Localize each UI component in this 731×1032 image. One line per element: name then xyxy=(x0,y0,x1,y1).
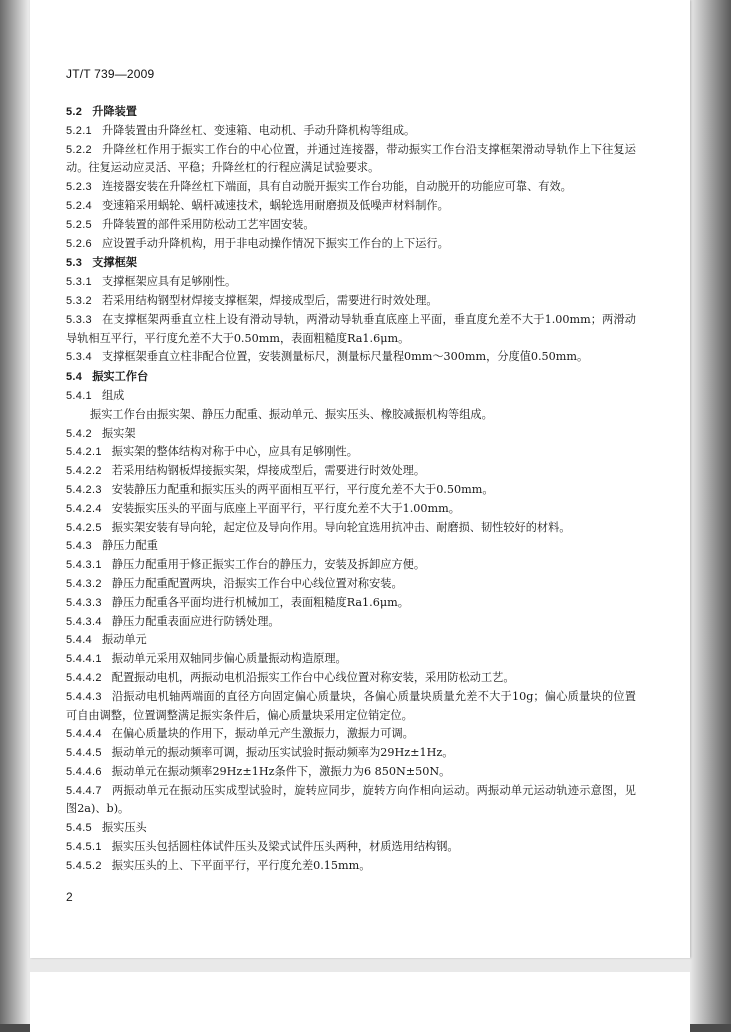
clause-number: 5.2.1 xyxy=(66,124,92,137)
clause-paragraph xyxy=(66,348,636,367)
section-heading xyxy=(66,102,636,122)
clause-text: 在偏心质量块的作用下，振动单元产生激振力，激振力可调。 xyxy=(111,727,414,741)
clause-paragraph xyxy=(66,594,636,613)
clause-number: 5.3 xyxy=(66,257,83,270)
clause-paragraph xyxy=(66,273,636,292)
clause-text: 振动单元 xyxy=(101,633,147,647)
clause-text: 振实压头包括圆柱体试件压头及梁式试件压头两种，材质选用结构钢。 xyxy=(111,840,459,854)
clause-number: 5.4.3.1 xyxy=(66,559,102,572)
clause-paragraph xyxy=(66,519,636,538)
clause-number: 5.2.6 xyxy=(66,237,92,250)
clause-number: 5.4 xyxy=(66,371,83,384)
clause-paragraph xyxy=(66,838,636,857)
clause-number: 5.2.5 xyxy=(66,218,92,231)
clause-paragraph xyxy=(66,537,636,556)
clause-paragraph xyxy=(66,122,636,141)
clause-paragraph xyxy=(66,650,636,669)
clause-text: 静压力配重配置两块，沿振实工作台中心线位置对称安装。 xyxy=(111,576,403,590)
clause-text: 升降装置的部件采用防松动工艺牢固安装。 xyxy=(101,217,315,231)
clause-paragraph xyxy=(66,613,636,632)
clause-paragraph xyxy=(66,688,636,726)
clause-number: 5.4.1 xyxy=(66,389,92,402)
clause-number: 5.4.4 xyxy=(66,634,92,647)
clause-number: 5.4.2.5 xyxy=(66,521,102,534)
clause-number: 5.4.4.5 xyxy=(66,747,102,760)
clause-paragraph xyxy=(66,425,636,444)
clause-paragraph xyxy=(66,387,636,406)
clause-text: 振实架的整体结构对称于中心，应具有足够刚性。 xyxy=(111,445,358,459)
clause-text: 在支撑框架两垂直立柱上设有滑动导轨，两滑动导轨垂直底座上平面，垂直度允差不大于1.00mm；两滑动导轨相互平行，平行度允差不大于0.50mm，表面粗糙度Ra1.6μm。 xyxy=(66,312,636,345)
clause-paragraph xyxy=(66,141,636,179)
clause-number: 5.4.3.3 xyxy=(66,596,102,609)
clause-number: 5.2.4 xyxy=(66,199,92,212)
clause-number: 5.4.5 xyxy=(66,822,92,835)
clause-text: 安装振实压头的平面与底座上平面平行，平行度允差不大于1.00mm。 xyxy=(111,501,460,515)
clause-number: 5.4.5.1 xyxy=(66,841,102,854)
clause-text: 若采用结构钢型材焊接支撑框架，焊接成型后，需要进行时效处理。 xyxy=(101,293,438,307)
clause-text: 配置振动电机，两振动电机沿振实工作台中心线位置对称安装，采用防松动工艺。 xyxy=(111,670,515,684)
clause-paragraph xyxy=(66,782,636,820)
clause-number: 5.3.2 xyxy=(66,294,92,307)
clause-number: 5.4.3 xyxy=(66,540,92,553)
clause-paragraph xyxy=(66,857,636,876)
clause-text: 沿振动电机轴两端面的直径方向固定偏心质量块，各偏心质量块质量允差不大于10g；偏心质量块的位置可自由调整，位置调整满足振实条件后，偏心质量块采用定位销定位。 xyxy=(66,689,636,722)
clause-text: 振实架 xyxy=(101,426,136,440)
clause-text: 支撑框架垂直立柱非配合位置，安装测量标尺，测量标尺量程0mm～300mm，分度值0.50mm。 xyxy=(101,350,589,364)
next-page-preview xyxy=(30,972,690,1032)
clause-paragraph xyxy=(66,744,636,763)
clause-text: 若采用结构钢板焊接振实架，焊接成型后，需要进行时效处理。 xyxy=(111,464,426,478)
clause-number: 5.2.3 xyxy=(66,181,92,194)
clause-text: 变速箱采用蜗轮、蜗杆减速技术，蜗轮选用耐磨损及低噪声材料制作。 xyxy=(101,198,449,212)
clause-text: 组成 xyxy=(101,388,125,402)
clause-number: 5.2 xyxy=(66,106,83,118)
clause-paragraph xyxy=(66,216,636,235)
clause-text: 静压力配重用于修正振实工作台的静压力，安装及拆卸应方便。 xyxy=(111,558,426,572)
clause-text: 静压力配重各平面均进行机械加工，表面粗糙度Ra1.6μm。 xyxy=(111,595,409,609)
clause-number: 5.4.4.4 xyxy=(66,728,102,741)
clause-number: 5.4.3.4 xyxy=(66,615,102,628)
clause-text: 振实工作台由振实架、静压力配重、振动单元、振实压头、橡胶减振机构等组成。 xyxy=(90,407,493,421)
section-heading xyxy=(66,253,636,273)
clause-text: 升降装置 xyxy=(92,104,137,118)
clause-paragraph xyxy=(66,500,636,519)
clause-paragraph xyxy=(66,725,636,744)
clause-number: 5.3.1 xyxy=(66,276,92,289)
clause-paragraph xyxy=(66,631,636,650)
section-heading xyxy=(66,367,636,387)
clause-paragraph xyxy=(66,575,636,594)
clause-paragraph xyxy=(66,669,636,688)
clause-text: 振实压头的上、下平面平行，平行度允差0.15mm。 xyxy=(111,858,371,872)
clause-paragraph xyxy=(66,462,636,481)
clause-text: 振实架安装有导向轮，起定位及导向作用。导向轮宜选用抗冲击、耐磨损、韧性较好的材料。 xyxy=(111,520,571,534)
clause-paragraph xyxy=(66,406,636,425)
clause-text: 升降装置由升降丝杠、变速箱、电动机、手动升降机构等组成。 xyxy=(101,123,416,137)
document-body xyxy=(66,102,636,876)
clause-number: 5.4.4.3 xyxy=(66,690,102,703)
clause-number: 5.4.2.3 xyxy=(66,483,102,496)
clause-number: 5.4.5.2 xyxy=(66,859,102,872)
clause-text: 振实工作台 xyxy=(92,369,149,384)
clause-paragraph xyxy=(66,556,636,575)
clause-paragraph xyxy=(66,763,636,782)
clause-paragraph xyxy=(66,235,636,254)
standard-code: JT/T 739—2009 xyxy=(66,67,155,81)
clause-number: 5.3.4 xyxy=(66,351,92,364)
clause-number: 5.3.3 xyxy=(66,313,92,326)
clause-number: 5.4.3.2 xyxy=(66,577,102,590)
clause-text: 支撑框架应具有足够刚性。 xyxy=(101,275,237,289)
clause-paragraph xyxy=(66,311,636,349)
clause-text: 静压力配重表面应进行防锈处理。 xyxy=(111,614,280,628)
clause-paragraph xyxy=(66,443,636,462)
clause-number: 5.4.2.2 xyxy=(66,465,102,478)
clause-paragraph xyxy=(66,197,636,216)
clause-number: 5.4.4.7 xyxy=(66,784,102,797)
clause-number: 5.4.4.6 xyxy=(66,765,102,778)
clause-number: 5.2.2 xyxy=(66,143,92,156)
clause-text: 应设置手动升降机构，用于非电动操作情况下振实工作台的上下运行。 xyxy=(101,236,449,250)
page-number: 2 xyxy=(66,890,73,904)
clause-number: 5.4.4.2 xyxy=(66,671,102,684)
clause-text: 支撑框架 xyxy=(92,255,137,270)
clause-paragraph xyxy=(66,481,636,500)
clause-text: 安装静压力配重和振实压头的两平面相互平行，平行度允差不大于0.50mm。 xyxy=(111,482,494,496)
clause-text: 振动单元采用双轴同步偏心质量振动构造原理。 xyxy=(111,652,347,666)
clause-number: 5.4.4.1 xyxy=(66,653,102,666)
clause-text: 振实压头 xyxy=(101,821,147,835)
clause-text: 振动单元在振动频率29Hz±1Hz条件下，激振力为6 850N±50N。 xyxy=(111,764,451,778)
clause-number: 5.4.2.4 xyxy=(66,502,102,515)
clause-number: 5.4.2.1 xyxy=(66,446,102,459)
clause-text: 升降丝杠作用于振实工作台的中心位置，并通过连接器，带动振实工作台沿支撑框架滑动导轨作上下往复运动。往复运动应灵活、平稳；升降丝杠的行程应满足试验要求。 xyxy=(66,142,636,175)
clause-paragraph xyxy=(66,292,636,311)
clause-text: 振动单元的振动频率可调，振动压实试验时振动频率为29Hz±1Hz。 xyxy=(111,746,454,760)
clause-text: 静压力配重 xyxy=(101,539,158,553)
clause-paragraph xyxy=(66,178,636,197)
clause-paragraph xyxy=(66,819,636,838)
clause-number: 5.4.2 xyxy=(66,427,92,440)
clause-text: 连接器安装在升降丝杠下端面，具有自动脱开振实工作台功能，自动脱开的功能应可靠、有效。 xyxy=(101,180,572,194)
clause-text: 两振动单元在振动压实成型试验时，旋转应同步，旋转方向作相向运动。两振动单元运动轨迹示意图，见图2a)、b)。 xyxy=(66,783,636,816)
